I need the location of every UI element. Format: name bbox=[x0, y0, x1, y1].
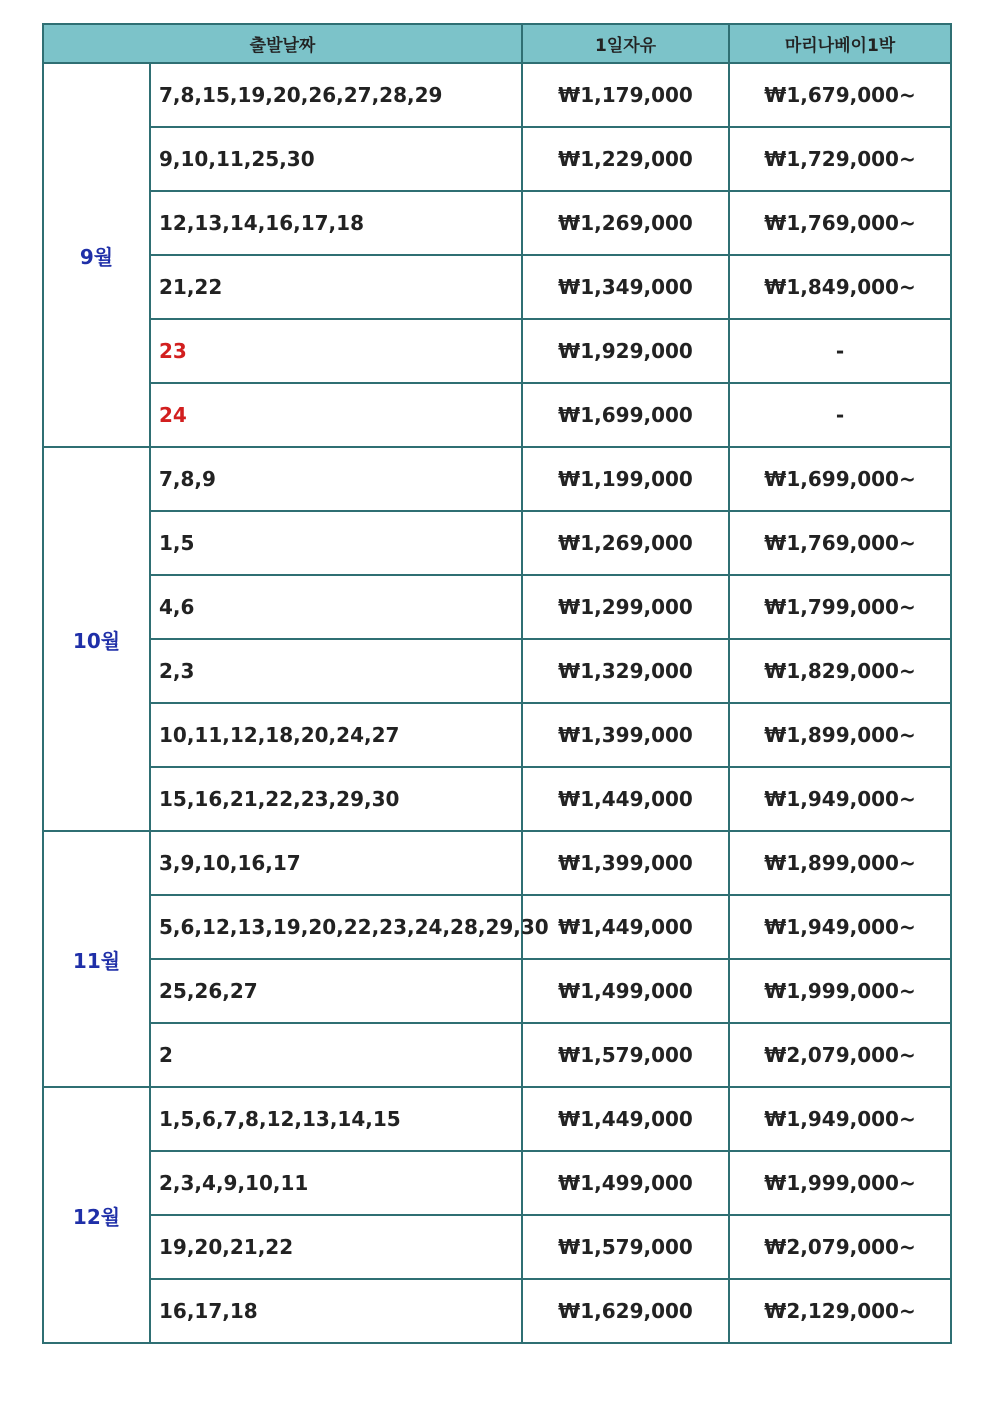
table-row bbox=[43, 831, 951, 895]
marina-bay-price-cell: ₩2,079,000~ bbox=[729, 1215, 951, 1279]
departure-dates-cell: 2 bbox=[150, 1023, 522, 1087]
departure-dates-cell: 16,17,18 bbox=[150, 1279, 522, 1343]
free-day-price-cell: ₩1,449,000 bbox=[522, 895, 729, 959]
table-row bbox=[43, 255, 951, 319]
marina-bay-price-cell: ₩1,999,000~ bbox=[729, 959, 951, 1023]
free-day-price-cell: ₩1,199,000 bbox=[522, 447, 729, 511]
price-table bbox=[42, 23, 952, 1344]
header-departure-date: 출발날짜 bbox=[43, 24, 522, 63]
departure-dates-cell: 4,6 bbox=[150, 575, 522, 639]
free-day-price-cell: ₩1,449,000 bbox=[522, 1087, 729, 1151]
departure-dates-cell: 1,5,6,7,8,12,13,14,15 bbox=[150, 1087, 522, 1151]
departure-dates-cell: 12,13,14,16,17,18 bbox=[150, 191, 522, 255]
free-day-price-cell: ₩1,629,000 bbox=[522, 1279, 729, 1343]
marina-bay-price-cell: ₩2,129,000~ bbox=[729, 1279, 951, 1343]
marina-bay-price-cell: ₩1,829,000~ bbox=[729, 639, 951, 703]
month-label: 10월 bbox=[43, 447, 150, 831]
header-row bbox=[43, 24, 951, 63]
table-row bbox=[43, 1151, 951, 1215]
table-row bbox=[43, 511, 951, 575]
departure-dates-cell: 9,10,11,25,30 bbox=[150, 127, 522, 191]
free-day-price-cell: ₩1,329,000 bbox=[522, 639, 729, 703]
table-row bbox=[43, 895, 951, 959]
free-day-price-cell: ₩1,579,000 bbox=[522, 1023, 729, 1087]
departure-dates-cell: 24 bbox=[150, 383, 522, 447]
departure-dates-cell: 2,3,4,9,10,11 bbox=[150, 1151, 522, 1215]
free-day-price-cell: ₩1,699,000 bbox=[522, 383, 729, 447]
marina-bay-price-cell: ₩1,899,000~ bbox=[729, 703, 951, 767]
table-row bbox=[43, 1023, 951, 1087]
free-day-price-cell: ₩1,399,000 bbox=[522, 703, 729, 767]
table-header bbox=[43, 24, 951, 63]
marina-bay-price-cell: ₩1,949,000~ bbox=[729, 895, 951, 959]
departure-dates-cell: 3,9,10,16,17 bbox=[150, 831, 522, 895]
marina-bay-price-cell: ₩2,079,000~ bbox=[729, 1023, 951, 1087]
marina-bay-price-cell: ₩1,999,000~ bbox=[729, 1151, 951, 1215]
table-row bbox=[43, 63, 951, 127]
month-label: 12월 bbox=[43, 1087, 150, 1343]
table-row bbox=[43, 1087, 951, 1151]
table-body bbox=[43, 63, 951, 1343]
table-row bbox=[43, 127, 951, 191]
table-row bbox=[43, 767, 951, 831]
marina-bay-price-cell: ₩1,769,000~ bbox=[729, 511, 951, 575]
header-marina-bay: 마리나베이1박 bbox=[729, 24, 951, 63]
departure-dates-cell: 7,8,9 bbox=[150, 447, 522, 511]
departure-dates-cell: 10,11,12,18,20,24,27 bbox=[150, 703, 522, 767]
departure-dates-cell: 7,8,15,19,20,26,27,28,29 bbox=[150, 63, 522, 127]
table-row bbox=[43, 575, 951, 639]
free-day-price-cell: ₩1,299,000 bbox=[522, 575, 729, 639]
table-row bbox=[43, 703, 951, 767]
free-day-price-cell: ₩1,499,000 bbox=[522, 959, 729, 1023]
marina-bay-price-cell: ₩1,769,000~ bbox=[729, 191, 951, 255]
departure-dates-cell: 21,22 bbox=[150, 255, 522, 319]
table-row bbox=[43, 959, 951, 1023]
marina-bay-price-cell: ₩1,799,000~ bbox=[729, 575, 951, 639]
marina-bay-price-cell: ₩1,699,000~ bbox=[729, 447, 951, 511]
departure-dates-cell: 23 bbox=[150, 319, 522, 383]
table-row bbox=[43, 639, 951, 703]
marina-bay-price-cell: ₩1,949,000~ bbox=[729, 1087, 951, 1151]
table-row bbox=[43, 1215, 951, 1279]
table-row bbox=[43, 191, 951, 255]
free-day-price-cell: ₩1,399,000 bbox=[522, 831, 729, 895]
marina-bay-price-cell: ₩1,679,000~ bbox=[729, 63, 951, 127]
free-day-price-cell: ₩1,349,000 bbox=[522, 255, 729, 319]
table-row bbox=[43, 1279, 951, 1343]
marina-bay-price-cell: - bbox=[729, 319, 951, 383]
marina-bay-price-cell: ₩1,729,000~ bbox=[729, 127, 951, 191]
free-day-price-cell: ₩1,499,000 bbox=[522, 1151, 729, 1215]
departure-dates-cell: 2,3 bbox=[150, 639, 522, 703]
marina-bay-price-cell: ₩1,899,000~ bbox=[729, 831, 951, 895]
header-free-day: 1일자유 bbox=[522, 24, 729, 63]
marina-bay-price-cell: ₩1,849,000~ bbox=[729, 255, 951, 319]
departure-dates-cell: 19,20,21,22 bbox=[150, 1215, 522, 1279]
marina-bay-price-cell: - bbox=[729, 383, 951, 447]
free-day-price-cell: ₩1,269,000 bbox=[522, 511, 729, 575]
departure-dates-cell: 25,26,27 bbox=[150, 959, 522, 1023]
free-day-price-cell: ₩1,929,000 bbox=[522, 319, 729, 383]
free-day-price-cell: ₩1,179,000 bbox=[522, 63, 729, 127]
free-day-price-cell: ₩1,449,000 bbox=[522, 767, 729, 831]
departure-dates-cell: 5,6,12,13,19,20,22,23,24,28,29,30 bbox=[150, 895, 522, 959]
departure-dates-cell: 1,5 bbox=[150, 511, 522, 575]
free-day-price-cell: ₩1,269,000 bbox=[522, 191, 729, 255]
departure-dates-cell: 15,16,21,22,23,29,30 bbox=[150, 767, 522, 831]
free-day-price-cell: ₩1,579,000 bbox=[522, 1215, 729, 1279]
table-row bbox=[43, 447, 951, 511]
free-day-price-cell: ₩1,229,000 bbox=[522, 127, 729, 191]
marina-bay-price-cell: ₩1,949,000~ bbox=[729, 767, 951, 831]
table-row bbox=[43, 383, 951, 447]
table-row bbox=[43, 319, 951, 383]
month-label: 9월 bbox=[43, 63, 150, 447]
month-label: 11월 bbox=[43, 831, 150, 1087]
